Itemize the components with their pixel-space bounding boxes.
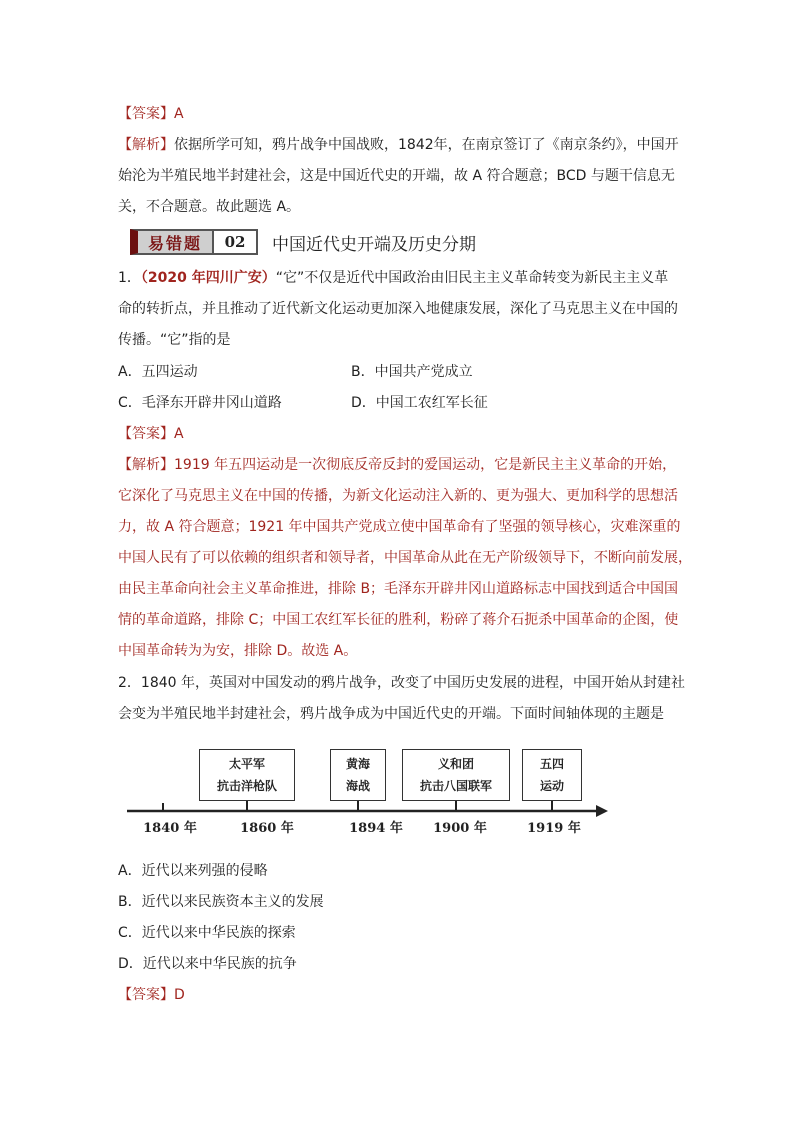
- timeline-year-label: 1840 年: [143, 821, 197, 836]
- timeline-year-label: 1860 年: [240, 821, 294, 836]
- section-label-box: 易错题: [130, 229, 214, 255]
- q1-source: （2020 年四川广安）: [140, 270, 276, 286]
- timeline-event-line: 太平军: [228, 757, 265, 771]
- timeline-event-line: 海战: [345, 779, 370, 793]
- timeline-event-line: 义和团: [437, 757, 474, 771]
- q1-option-a: A．五四运动: [118, 364, 198, 380]
- q1-analysis-line-5: 由民主革命向社会主义革命推进，排除 B；毛泽东开辟井冈山道路标志中国找到适合中国国: [118, 581, 679, 597]
- q2-option-a: A．近代以来列强的侵略: [118, 863, 268, 879]
- timeline-event-line: 抗击八国联军: [419, 779, 492, 793]
- answer-value: A: [174, 106, 184, 122]
- q2-option-c: C．近代以来中华民族的探索: [118, 925, 296, 941]
- q2-number: 2．: [118, 675, 141, 691]
- timeline-year-label: 1919 年: [527, 821, 581, 836]
- analysis-tag: 【解析】: [118, 457, 174, 473]
- answer-tag: 【答案】: [118, 426, 174, 442]
- timeline-year-label: 1900 年: [433, 821, 487, 836]
- section-title: 中国近代史开端及历史分期: [272, 234, 476, 255]
- prev-analysis-line-2: 始沦为半殖民地半封建社会，这是中国近代史的开端，故 A 符合题意；BCD 与题干信息无: [118, 168, 675, 184]
- analysis-text: 依据所学可知，鸦片战争中国战败，1842年，在南京签订了《南京条约》，中国开: [174, 137, 679, 153]
- q1-analysis-line-2: 它深化了马克思主义在中国的传播，为新文化运动注入新的、更为强大、更加科学的思想活: [118, 488, 678, 504]
- analysis-tag: 【解析】: [118, 137, 174, 153]
- timeline-event-line: 黄海: [345, 757, 370, 771]
- q1-analysis-line-7: 中国革命转为为安，排除 D。故选 A。: [118, 643, 358, 659]
- q1-option-b: B．中国共产党成立: [351, 364, 473, 380]
- timeline-event-line: 抗击洋枪队: [216, 779, 277, 793]
- q1-stem-line-3: 传播。“它”指的是: [118, 332, 231, 348]
- prev-analysis-line-3: 关，不合题意。故此题选 A。: [118, 199, 301, 215]
- q2-answer-line: [118, 985, 185, 1005]
- q2-stem-text: 1840 年，英国对中国发动的鸦片战争，改变了中国历史发展的进程，中国开始从封建社: [140, 675, 685, 691]
- q1-analysis-line-3: 力，故 A 符合题意；1921 年中国共产党成立使中国革命有了坚强的领导核心，灾难深重的: [118, 519, 681, 535]
- timeline-arrow-head: [596, 805, 608, 817]
- q2-stem-line-2: 会变为半殖民地半封建社会，鸦片战争成为中国近代史的开端。下面时间轴体现的主题是: [118, 706, 664, 722]
- timeline-event-line: 运动: [539, 779, 564, 793]
- q1-number: 1．: [118, 270, 141, 286]
- answer-tag: 【答案】: [118, 106, 174, 122]
- q2-option-d: D．近代以来中华民族的抗争: [118, 956, 297, 972]
- q1-option-c: C．毛泽东开辟井冈山道路: [118, 395, 282, 411]
- section-number-box: 02: [214, 229, 258, 255]
- q1-option-d: D．中国工农红军长征: [351, 395, 488, 411]
- analysis-text: 1919 年五四运动是一次彻底反帝反封的爱国运动，它是新民主主义革命的开始，: [174, 457, 677, 473]
- timeline-year-label: 1894 年: [349, 821, 403, 836]
- q1-analysis-line-6: 情的革命道路，排除 C；中国工农红军长征的胜利，粉碎了蒋介石扼杀中国革命的企图，使: [118, 612, 679, 628]
- q1-analysis-line-4: 中国人民有了可以依赖的组织者和领导者，中国革命从此在无产阶级领导下，不断向前发展，: [118, 550, 692, 566]
- timeline-event-line: 五四: [539, 757, 564, 771]
- answer-tag: 【答案】: [118, 987, 174, 1003]
- answer-value: D: [174, 987, 185, 1003]
- q1-stem-text: “它”不仅是近代中国政治由旧民主主义革命转变为新民主主义革: [275, 270, 669, 286]
- q1-stem-line-2: 命的转折点，并且推动了近代新文化运动更加深入地健康发展，深化了马克思主义在中国的: [118, 301, 678, 317]
- answer-value: A: [174, 426, 184, 442]
- q2-option-b: B．近代以来民族资本主义的发展: [118, 894, 324, 910]
